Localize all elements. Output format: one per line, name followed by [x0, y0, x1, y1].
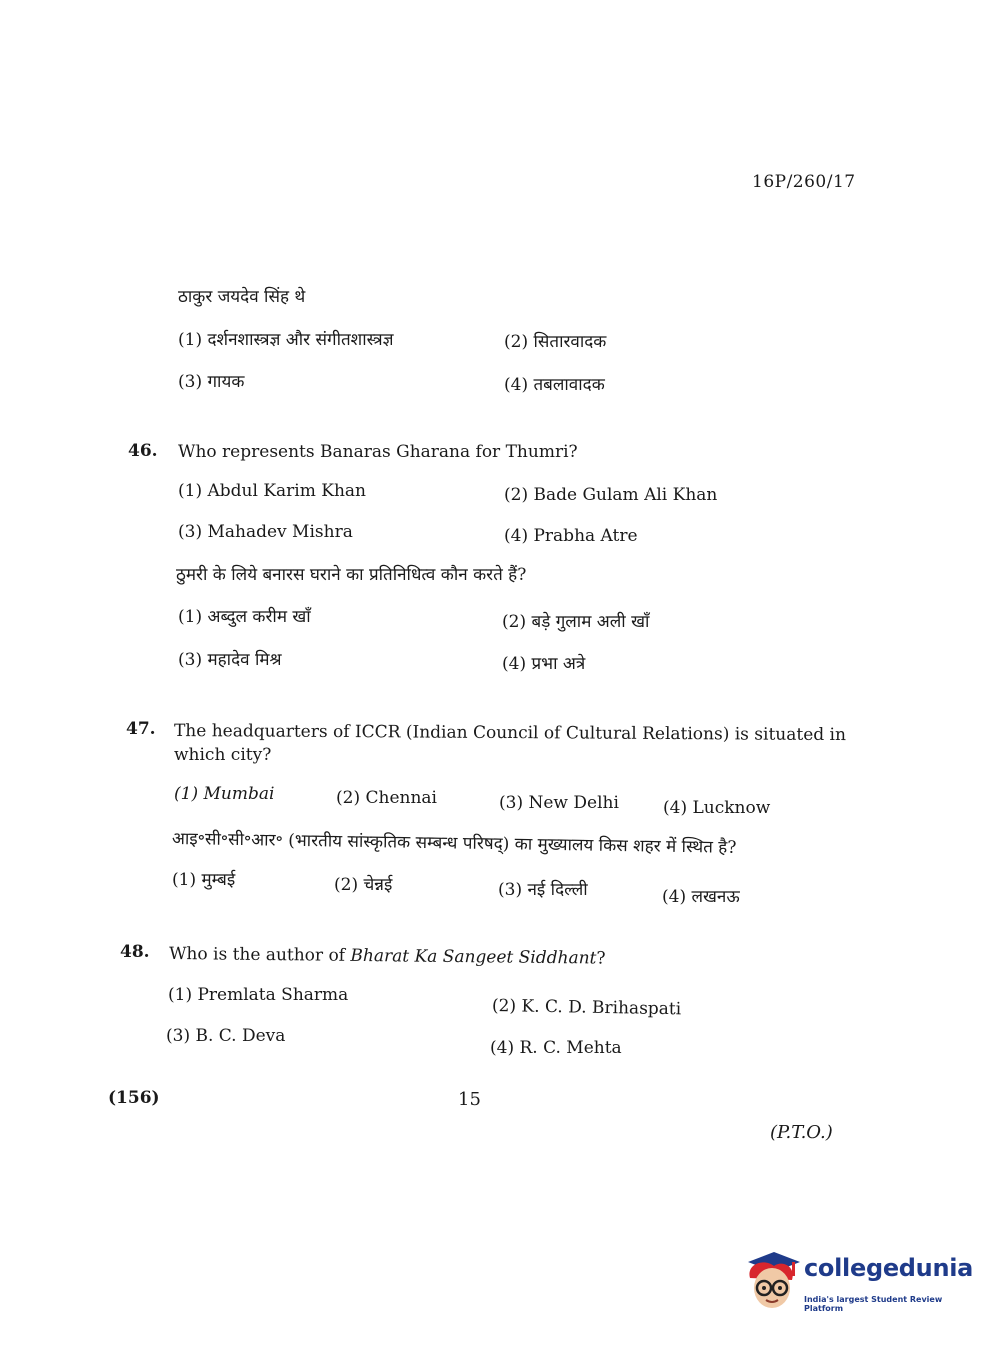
- q47-hindi-option-4: (4) लखनऊ: [662, 887, 740, 907]
- q48-option-4: (4) R. C. Mehta: [490, 1038, 622, 1058]
- q48-question-text: [169, 944, 606, 969]
- q46-option-3: (3) Mahadev Mishra: [178, 522, 353, 542]
- q47-hindi-option-1: (1) मुम्बई: [172, 870, 236, 890]
- q47-question-line2: which city?: [174, 745, 272, 765]
- q45-option-1: (1) दर्शनशास्त्रज्ञ और संगीतशास्त्रज्ञ: [178, 330, 394, 350]
- q46-hindi-option-1: (1) अब्दुल करीम खाँ: [178, 607, 311, 627]
- q45-option-4: (4) तबलावादक: [504, 375, 605, 395]
- q48-option-1: (1) Premlata Sharma: [168, 985, 349, 1005]
- q47-question-line1: The headquarters of ICCR (Indian Council of Cultural Relations) is situated in: [173, 721, 847, 746]
- q47-option-2: (2) Chennai: [336, 788, 437, 808]
- q46-option-1: (1) Abdul Karim Khan: [178, 481, 366, 501]
- paper-code: 16P/260/17: [752, 172, 856, 192]
- footer-code: (156): [108, 1088, 160, 1108]
- q45-option-3: (3) गायक: [178, 372, 245, 392]
- q48-number: 48.: [120, 942, 150, 962]
- logo-tagline: India's largest Student Review Platform: [804, 1295, 943, 1313]
- collegedunia-logo: [742, 1248, 972, 1318]
- q48-question-prefix: Who is the author of: [168, 944, 351, 966]
- q47-option-3: (3) New Delhi: [499, 793, 619, 813]
- q47-option-4: (4) Lucknow: [663, 798, 771, 818]
- q45-hindi-text: ठाकुर जयदेव सिंह थे: [178, 287, 306, 307]
- q46-number: 46.: [128, 441, 158, 461]
- page-number: 15: [458, 1089, 481, 1110]
- q48-option-3: (3) B. C. Deva: [166, 1026, 286, 1046]
- q46-hindi-option-3: (3) महादेव मिश्र: [178, 650, 282, 670]
- q46-option-4: (4) Prabha Atre: [504, 526, 638, 546]
- q47-hindi-option-3: (3) नई दिल्ली: [498, 880, 588, 900]
- q45-option-2: (2) सितारवादक: [504, 332, 607, 352]
- pto-label: (P.T.O.): [770, 1122, 833, 1143]
- logo-mascot-icon: [742, 1250, 802, 1312]
- q48-question-suffix: ?: [596, 948, 606, 969]
- q46-option-2: (2) Bade Gulam Ali Khan: [504, 485, 718, 505]
- q46-hindi-text: ठुमरी के लिये बनारस घराने का प्रतिनिधित्व कौन करते हैं?: [176, 565, 527, 585]
- q46-hindi-option-4: (4) प्रभा अत्रे: [502, 654, 586, 674]
- q46-hindi-option-2: (2) बड़े गुलाम अली खाँ: [502, 612, 650, 632]
- logo-wordmark: collegedunia: [804, 1254, 974, 1282]
- q48-book-title: Bharat Ka Sangeet Siddhant: [350, 945, 597, 969]
- q46-question-text: Who represents Banaras Gharana for Thumri?: [178, 442, 578, 462]
- q47-number: 47.: [126, 719, 156, 739]
- q48-option-2: (2) K. C. D. Brihaspati: [491, 996, 682, 1020]
- q47-hindi-option-2: (2) चेन्नई: [334, 875, 393, 895]
- q47-option-1: (1) Mumbai: [174, 784, 275, 804]
- q47-hindi-text: आइ॰सी॰सी॰आर॰ (भारतीय सांस्कृतिक सम्बन्ध परिषद्) का मुख्यालय किस शहर में स्थित है?: [171, 829, 737, 858]
